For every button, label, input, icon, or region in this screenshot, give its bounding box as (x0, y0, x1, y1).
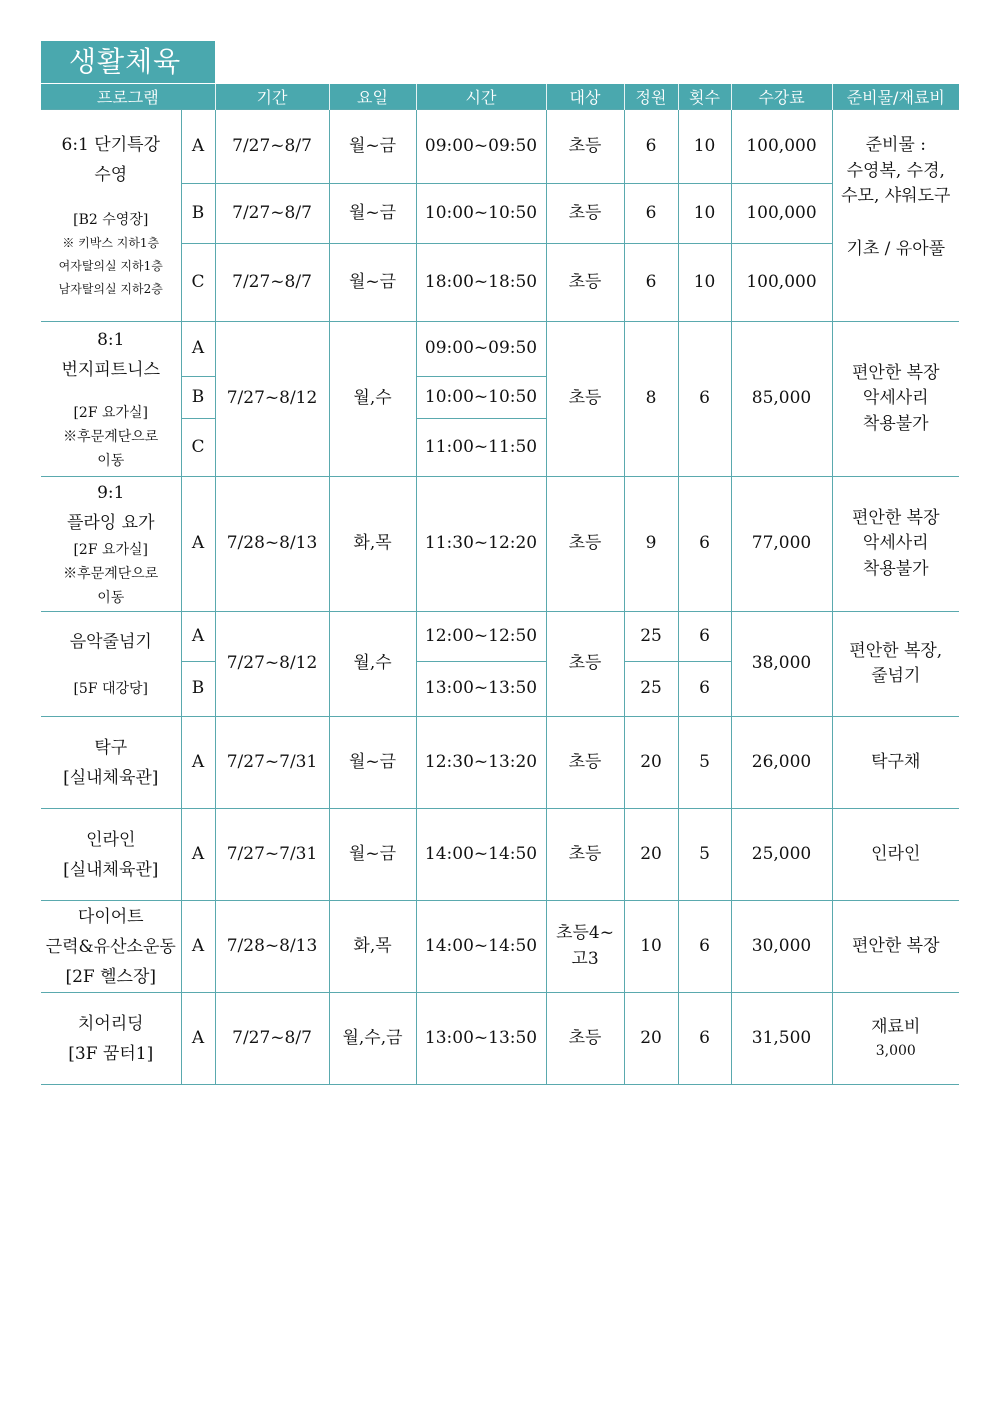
capacity-cell: 8 (624, 322, 678, 477)
time-cell: 11:30~12:20 (416, 477, 546, 612)
materials-cell (832, 993, 959, 1085)
days-cell: 월,수 (329, 322, 416, 477)
materials-line: 3,000 (875, 1042, 916, 1059)
target-cell: 초등 (546, 993, 624, 1085)
target-cell: 초등 (546, 809, 624, 901)
section-code: A (181, 110, 215, 184)
section-code: A (181, 901, 215, 993)
target-cell: 초등 (546, 244, 624, 322)
target-line: 고3 (571, 948, 599, 969)
sessions-cell: 6 (678, 477, 731, 612)
days-cell: 월~금 (329, 110, 416, 184)
program-name: 다이어트 (77, 906, 144, 927)
materials-line: 악세사리 (862, 388, 929, 409)
period-cell: 7/27~8/7 (215, 184, 329, 244)
materials-cell (832, 901, 959, 993)
time-cell: 12:00~12:50 (416, 612, 546, 662)
program-location: [2F 헬스장] (65, 966, 157, 987)
program-schedule-table (41, 84, 959, 1085)
target-cell: 초등 (546, 717, 624, 809)
program-note: 이동 (97, 453, 125, 469)
program-location: [실내체육관] (63, 859, 159, 880)
program-note: 남자탈의실 지하2층 (58, 282, 163, 296)
table-row (41, 993, 959, 1085)
time-cell: 12:30~13:20 (416, 717, 546, 809)
program-location: [실내체육관] (63, 767, 159, 788)
materials-cell (832, 110, 959, 322)
table-row (41, 717, 959, 809)
program-name-2: 수영 (94, 165, 128, 185)
days-cell: 월,수,금 (329, 993, 416, 1085)
capacity-cell: 6 (624, 184, 678, 244)
materials-line: 악세사리 (862, 533, 929, 554)
materials-line: 편안한 복장 (852, 507, 940, 528)
capacity-cell: 20 (624, 993, 678, 1085)
sessions-cell: 10 (678, 110, 731, 184)
program-name: 8:1 (97, 330, 125, 350)
sessions-cell: 6 (678, 993, 731, 1085)
materials-line: 재료비 (871, 1017, 921, 1038)
target-cell: 초등 (546, 612, 624, 717)
days-cell: 월~금 (329, 244, 416, 322)
capacity-cell: 25 (624, 662, 678, 717)
days-cell: 월~금 (329, 184, 416, 244)
sessions-cell: 6 (678, 901, 731, 993)
sessions-cell: 6 (678, 322, 731, 477)
materials-cell (832, 612, 959, 717)
fee-cell: 77,000 (731, 477, 832, 612)
capacity-cell: 6 (624, 244, 678, 322)
capacity-cell: 20 (624, 809, 678, 901)
fee-cell: 38,000 (731, 612, 832, 717)
time-cell: 14:00~14:50 (416, 809, 546, 901)
header-program: 프로그램 (41, 84, 215, 110)
fee-cell: 25,000 (731, 809, 832, 901)
fee-cell: 26,000 (731, 717, 832, 809)
section-code: C (181, 419, 215, 477)
days-cell: 월~금 (329, 717, 416, 809)
days-cell: 화,목 (329, 901, 416, 993)
section-code: A (181, 322, 215, 377)
program-jump-rope-cell (41, 612, 181, 717)
materials-line: 착용불가 (862, 558, 929, 579)
target-cell: 초등 (546, 322, 624, 477)
period-cell: 7/27~8/7 (215, 993, 329, 1085)
materials-cell (832, 809, 959, 901)
program-bungee-cell (41, 322, 181, 477)
fee-cell: 85,000 (731, 322, 832, 477)
section-code: C (181, 244, 215, 322)
days-cell: 화,목 (329, 477, 416, 612)
table-row (41, 809, 959, 901)
section-code: A (181, 717, 215, 809)
days-cell: 월,수 (329, 612, 416, 717)
materials-line: 준비물 : (865, 135, 926, 155)
capacity-cell: 20 (624, 717, 678, 809)
capacity-cell: 10 (624, 901, 678, 993)
program-name-2: 플라잉 요가 (66, 513, 155, 533)
program-name: 탁구 (94, 737, 128, 758)
period-cell: 7/27~8/12 (215, 612, 329, 717)
table-row (41, 612, 959, 662)
fee-cell: 100,000 (731, 184, 832, 244)
header-materials: 준비물/재료비 (832, 84, 959, 110)
capacity-cell: 6 (624, 110, 678, 184)
program-note: 이동 (97, 590, 125, 606)
section-code: A (181, 477, 215, 612)
program-diet-cell (41, 901, 181, 993)
table-row (41, 477, 959, 612)
sessions-cell: 6 (678, 662, 731, 717)
target-cell: 초등 (546, 110, 624, 184)
time-cell: 10:00~10:50 (416, 184, 546, 244)
program-location: [2F 요가실] (73, 542, 149, 558)
fee-cell: 30,000 (731, 901, 832, 993)
program-name: 6:1 단기특강 (61, 135, 160, 155)
section-title: 생활체육 (41, 41, 215, 83)
program-note: ※후문계단으로 (63, 566, 159, 582)
fee-cell: 31,500 (731, 993, 832, 1085)
fee-cell: 100,000 (731, 110, 832, 184)
sessions-cell: 10 (678, 184, 731, 244)
header-capacity: 정원 (624, 84, 678, 110)
section-code: A (181, 993, 215, 1085)
period-cell: 7/27~8/7 (215, 244, 329, 322)
time-cell: 13:00~13:50 (416, 993, 546, 1085)
materials-line: 착용불가 (862, 413, 929, 434)
capacity-cell: 25 (624, 612, 678, 662)
target-line: 초등4~ (556, 923, 614, 943)
program-name: 인라인 (86, 829, 136, 850)
period-cell: 7/28~8/13 (215, 477, 329, 612)
program-location: [2F 요가실] (73, 405, 149, 421)
materials-cell (832, 717, 959, 809)
table-row (41, 110, 959, 184)
sessions-cell: 10 (678, 244, 731, 322)
materials-line: 편안한 복장, (849, 640, 943, 661)
program-inline-cell (41, 809, 181, 901)
materials-line: 편안한 복장 (852, 935, 940, 956)
materials-line: 수모, 샤워도구 (841, 186, 951, 206)
program-note: ※후문계단으로 (63, 429, 159, 445)
period-cell: 7/27~7/31 (215, 717, 329, 809)
program-name: 치어리딩 (77, 1013, 144, 1034)
table-row (41, 322, 959, 377)
section-code: A (181, 809, 215, 901)
program-note: ※ 키박스 지하1층 (62, 236, 160, 250)
time-cell: 13:00~13:50 (416, 662, 546, 717)
period-cell: 7/27~8/12 (215, 322, 329, 477)
days-cell: 월~금 (329, 809, 416, 901)
program-location: [B2 수영장] (73, 212, 149, 228)
time-cell: 14:00~14:50 (416, 901, 546, 993)
period-cell: 7/28~8/13 (215, 901, 329, 993)
sessions-cell: 5 (678, 717, 731, 809)
target-cell: 초등 (546, 477, 624, 612)
section-code: B (181, 662, 215, 717)
header-sessions: 횟수 (678, 84, 731, 110)
materials-line: 편안한 복장 (852, 362, 940, 383)
materials-cell (832, 477, 959, 612)
table-row (41, 901, 959, 993)
header-fee: 수강료 (731, 84, 832, 110)
period-cell: 7/27~7/31 (215, 809, 329, 901)
time-cell: 09:00~09:50 (416, 110, 546, 184)
sessions-cell: 5 (678, 809, 731, 901)
program-table-tennis-cell (41, 717, 181, 809)
section-code: A (181, 612, 215, 662)
header-period: 기간 (215, 84, 329, 110)
materials-line: 탁구채 (871, 751, 921, 772)
materials-line: 기초 / 유아풀 (846, 238, 946, 259)
time-cell: 11:00~11:50 (416, 419, 546, 477)
section-code: B (181, 377, 215, 419)
target-cell: 초등 (546, 184, 624, 244)
section-code: B (181, 184, 215, 244)
materials-line: 수영복, 수경, (846, 160, 945, 181)
program-name: 9:1 (97, 483, 125, 503)
program-location: [5F 대강당] (73, 681, 149, 697)
capacity-cell: 9 (624, 477, 678, 612)
program-swimming-cell (41, 110, 181, 322)
program-note: 여자탈의실 지하1층 (58, 259, 163, 273)
sessions-cell: 6 (678, 612, 731, 662)
program-location: [3F 꿈터1] (68, 1043, 154, 1064)
header-time: 시간 (416, 84, 546, 110)
program-name-2: 번지피트니스 (61, 360, 161, 380)
materials-line: 줄넘기 (871, 666, 921, 686)
program-flying-yoga-cell (41, 477, 181, 612)
header-target: 대상 (546, 84, 624, 110)
program-name: 음악줄넘기 (69, 632, 152, 652)
target-cell (546, 901, 624, 993)
time-cell: 10:00~10:50 (416, 377, 546, 419)
program-name-2: 근력&유산소운동 (45, 936, 176, 957)
materials-line: 인라인 (871, 843, 921, 864)
header-days: 요일 (329, 84, 416, 110)
materials-cell (832, 322, 959, 477)
period-cell: 7/27~8/7 (215, 110, 329, 184)
time-cell: 18:00~18:50 (416, 244, 546, 322)
time-cell: 09:00~09:50 (416, 322, 546, 377)
table-header-row (41, 84, 959, 110)
fee-cell: 100,000 (731, 244, 832, 322)
program-cheerleading-cell (41, 993, 181, 1085)
